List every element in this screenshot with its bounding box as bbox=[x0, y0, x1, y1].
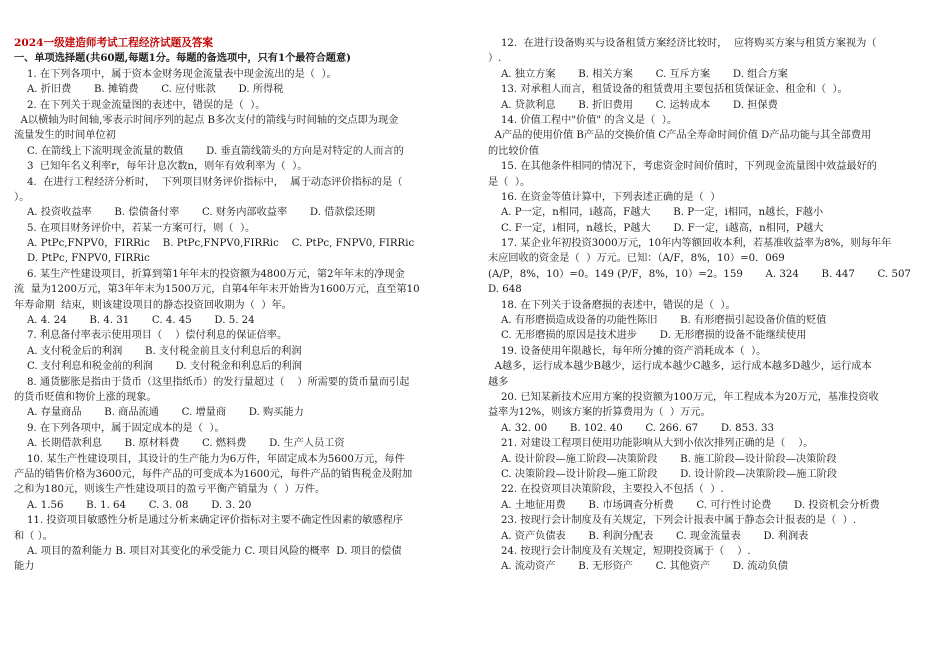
document-title: 2024一级建造师考试工程经济试题及答案 bbox=[14, 37, 213, 49]
text-line: 产品的销售价格为3600元，每件产品的可变成本为1600元，每件产品的销售税金及附加 bbox=[14, 468, 413, 480]
text-line: 10. 某生产性建设项目，其设计的生产能力为6万件，年固定成本为5600万元，每件 bbox=[14, 453, 405, 465]
text-line: A. 贷款利息 B. 折旧费用 C. 运转成本 D. 担保费 bbox=[488, 99, 778, 111]
text-line: 9. 在下列各项中，属于固定成本的是（ ）。 bbox=[14, 422, 225, 434]
text-line: 的货币贬值和物价上涨的现象。 bbox=[14, 391, 157, 403]
text-line: A. 流动资产 B. 无形资产 C. 其他资产 D. 流动负债 bbox=[488, 561, 788, 573]
text-line: A. 独立方案 B. 相关方案 C. 互斥方案 D. 组合方案 bbox=[488, 68, 788, 80]
text-line: 17. 某企业年初投资3000万元，10年内等额回收本利，若基准收益率为8%，则每年年 bbox=[488, 238, 892, 250]
text-line: 14. 价值工程中"价值" 的含义是（ ）。 bbox=[488, 114, 678, 126]
text-line: A以横轴为时间轴,零表示时间序列的起点 B多次支付的箭线与时间轴的交点即为现金 bbox=[14, 114, 399, 126]
text-line: 末应回收的资金是（ ）万元。已知：（A/F，8%，10）=0．069 bbox=[488, 253, 785, 265]
text-line: C. 在箭线上下流明现金流量的数值 D. 垂直箭线箭头的方向是对特定的人而言的 bbox=[14, 145, 404, 157]
text-line: A. 投资收益率 B. 偿债备付率 C. 财务内部收益率 D. 借款偿还期 bbox=[14, 207, 376, 219]
text-line: 11. 投资项目敏感性分析是通过分析来确定评价指标对主要不确定性因素的敏感程序 bbox=[14, 515, 403, 527]
text-line: 和（ ）。 bbox=[14, 530, 53, 542]
right-column bbox=[488, 36, 938, 575]
text-line: 24. 按现行会计制度及有关规定，短期投资属于（ ）. bbox=[488, 545, 751, 557]
text-line: 12. 在进行设备购买与设备租赁方案经济比较时， 应将购买方案与租赁方案视为（ bbox=[488, 38, 877, 49]
text-line: 7. 利息备付率表示使用项目（ ）偿付利息的保证倍率。 bbox=[14, 330, 288, 342]
text-line: A. 1.56 B. 1. 64 C. 3. 08 D. 3. 20 bbox=[14, 499, 252, 511]
text-line: 的比较价值 bbox=[488, 145, 539, 157]
text-line: 18. 在下列关于设备磨损的表述中，错误的是（ ）。 bbox=[488, 299, 736, 311]
text-line: 8. 通货膨胀是指由于货币（这里指纸币）的发行量超过（ ）所需要的货币量而引起 bbox=[14, 376, 410, 388]
text-line: 19. 设备使用年限越长，每年所分摊的资产消耗成本（ ）。 bbox=[488, 345, 767, 357]
text-line: A越多，运行成本越少B越少，运行成本越少C越多，运行成本越多D越少，运行成本 bbox=[488, 361, 872, 373]
text-line: A. 资产负债表 B. 利润分配表 C. 现金流量表 D. 利润表 bbox=[488, 530, 809, 542]
section-heading: 一、单项选择题(共60题,每题1分。每题的备选项中，只有1个最符合题意) bbox=[14, 52, 351, 65]
text-line: 21. 对建设工程项目使用功能影响从大到小依次排列正确的是（ ）。 bbox=[488, 438, 814, 450]
text-line: ）。 bbox=[14, 191, 30, 203]
text-line: 越多 bbox=[488, 376, 509, 388]
text-line: C. 决策阶段—设计阶段—施工阶段 D. 设计阶段—决策阶段—施工阶段 bbox=[488, 468, 838, 480]
text-line: 1. 在下列各项中，属于资本金财务现金流量表中现金流出的是（ ）。 bbox=[14, 68, 337, 80]
text-line: A. PtPc,FNPV0，FIRRic B. PtPc,FNPV0,FIRRic C. PtPc, FNPV0, FIRRic bbox=[14, 238, 415, 250]
text-line: A. 32. 00 B. 102. 40 C. 266. 67 D. 853. 33 bbox=[488, 422, 775, 434]
text-line: A产品的使用价值 B产品的交换价值 C产品全寿命时间价值 D产品功能与其全部费用 bbox=[488, 130, 872, 142]
text-line: 2. 在下列关于现金流量图的表述中，错误的是（ ）。 bbox=[14, 99, 266, 111]
text-line: (A/P，8%，10）=0。149 (P/F，8%，10）=2。159 A. 324 B. 447 C. 507 bbox=[488, 268, 911, 280]
text-line: A. 土地征用费 B. 市场调查分析费 C. 可行性讨论费 D. 投资机会分析费 bbox=[488, 499, 880, 511]
left-column bbox=[14, 36, 462, 575]
text-line: A. 项目的盈利能力 B. 项目对其变化的承受能力 C. 项目风险的概率 D. 项目的偿债 bbox=[14, 545, 402, 557]
text-line: 之和为180元，则该生产性建设项目的盈亏平衡产销量为（ ）万件。 bbox=[14, 484, 326, 496]
text-line: A. 存量商品 B. 商品流通 C. 增量商 D. 购买能力 bbox=[14, 407, 304, 419]
text-line: ）. bbox=[488, 53, 502, 65]
text-line: 6. 某生产性建设项目，折算到第1年年末的投资额为4800万元，第2年年末的净现金 bbox=[14, 268, 405, 280]
text-line: A. 长期借款利息 B. 原材料费 C. 燃料费 D. 生产人员工资 bbox=[14, 438, 345, 450]
text-line: 4. 在进行工程经济分析时， 下列项目财务评价指标中， 属于动态评价指标的是（ bbox=[14, 176, 403, 188]
text-line: 23. 按现行会计制度及有关规定，下列会计报表中属于静态会计报表的是（ ）. bbox=[488, 515, 857, 527]
text-line: C. F一定，i相同，n越长，P越大 D. F一定，i越高，n相同，P越大 bbox=[488, 222, 824, 234]
text-line: 3 已知年名义利率r，每年计息次数n，则年有效利率为（ ）。 bbox=[14, 161, 308, 173]
text-line: 13. 对承租人而言，租赁设备的租赁费用主要包括租赁保证金、租金和（ ）。 bbox=[488, 84, 848, 96]
text-line: 16. 在资金等值计算中，下列表述正确的是（ ） bbox=[488, 191, 721, 203]
text-line: 流量发生的时间单位初 bbox=[14, 130, 116, 142]
text-line: A. P一定，n相同，i越高，F越大 B. P一定，i相同，n越长，F越小 bbox=[488, 207, 824, 219]
text-line: A. 有形磨损造成设备的功能性陈旧 B. 有形磨损引起设备价值的贬值 bbox=[488, 315, 827, 327]
text-line: 是（ ）。 bbox=[488, 176, 531, 188]
text-line: 能力 bbox=[14, 561, 35, 573]
text-line: 流 量为1200万元，第3年年末为1500万元，自第4年年末开始皆为1600万元，直至第10 bbox=[14, 284, 420, 296]
text-line: 22. 在投资项目决策阶段，主要投入不包括（ ）. bbox=[488, 484, 724, 496]
text-line: 年寿命期 结束，则该建设项目的静态投资回收期为（ ）年。 bbox=[14, 299, 292, 311]
text-line: D. PtPc, FNPV0, FIRRic bbox=[14, 253, 150, 265]
text-line: 益率为12%，则该方案的折算费用为（ ）万元。 bbox=[488, 407, 711, 419]
text-line: D. 648 bbox=[488, 284, 522, 296]
text-line: A. 4. 24 B. 4. 31 C. 4. 45 D. 5. 24 bbox=[14, 315, 255, 327]
text-line: C. 支付利息和税金前的利润 D. 支付税金和利息后的利润 bbox=[14, 361, 302, 373]
text-line: 15. 在其他条件相同的情况下，考虑资金时间价值时，下列现金流量图中效益最好的 bbox=[488, 161, 877, 173]
text-line: A. 设计阶段—施工阶段—决策阶段 B. 施工阶段—设计阶段—决策阶段 bbox=[488, 453, 837, 465]
text-line: A. 支付税金后的利润 B. 支付税金前且支付利息后的利润 bbox=[14, 345, 302, 357]
text-line: 20. 已知某新技术应用方案的投资额为100万元，年工程成本为20万元，基准投资收 bbox=[488, 391, 879, 403]
text-line: C. 无形磨损的原因是技术进步 D. 无形磨损的设备不能继续使用 bbox=[488, 330, 807, 342]
text-line: 5. 在项目财务评价中，若某一方案可行，则（ ）。 bbox=[14, 222, 256, 234]
text-line: A. 折旧费 B. 摊销费 C. 应付账款 D. 所得税 bbox=[14, 84, 284, 96]
